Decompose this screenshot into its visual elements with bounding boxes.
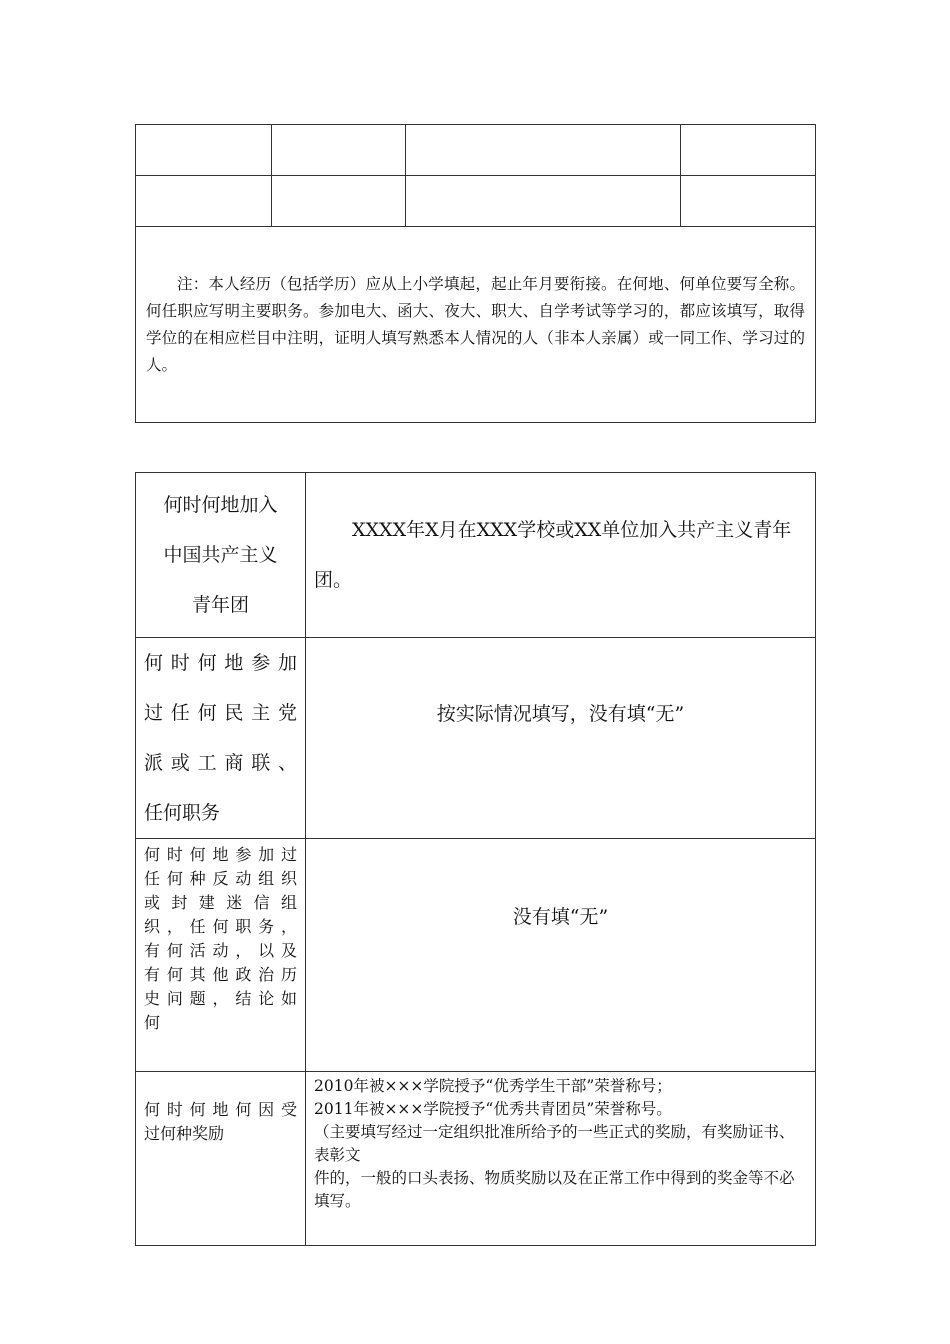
note-row <box>136 227 816 423</box>
youth-league-label <box>136 473 306 638</box>
awards-line: 件的，一般的口头表扬、物质奖励以及在正常工作中得到的奖金等不必填写。 <box>314 1169 795 1210</box>
reactionary-org-value: 没有填“无” <box>306 839 816 1072</box>
label-line: 何时何地加入 <box>163 494 278 516</box>
democratic-party-label <box>136 638 306 839</box>
reactionary-org-label <box>136 839 306 1072</box>
democratic-party-value: 按实际情况填写，没有填“无” <box>306 638 816 839</box>
awards-label <box>136 1072 306 1246</box>
reactionary-org-row <box>136 839 816 1072</box>
label-line: 何 <box>144 1013 161 1032</box>
history-cell <box>681 125 816 176</box>
label-line: 过任何民主党 <box>144 702 297 724</box>
label-line: 史问题，结论如 <box>144 989 297 1008</box>
history-cell <box>406 125 681 176</box>
history-row <box>136 125 816 176</box>
note-text: 注：本人经历（包括学历）应从上小学填起，起止年月要衔接。在何地、何单位要写全称。何任职应写明主要职务。参加电大、函大、夜大、职大、自学考试等学习的，都应该填写，取得学位的在相应栏目中注明，证明人填写熟悉本人情况的人（非本人亲属）或一同工作、学习过的人。 <box>146 274 805 374</box>
history-cell <box>136 125 272 176</box>
label-line: 中国共产主义 <box>163 544 278 566</box>
history-table <box>135 124 816 423</box>
label-line: 何时何地何因受 <box>144 1100 297 1119</box>
label-line: 青年团 <box>191 594 249 616</box>
label-line: 何时何地参加 <box>144 652 297 674</box>
history-cell <box>136 176 272 227</box>
youth-league-row <box>136 473 816 638</box>
history-cell <box>406 176 681 227</box>
awards-value <box>306 1072 816 1246</box>
label-line: 任何种反动组织 <box>144 869 297 888</box>
history-cell <box>272 176 406 227</box>
label-line: 过何种奖励 <box>144 1124 225 1143</box>
label-line: 有何其他政治历 <box>144 965 297 984</box>
label-line: 任何职务 <box>144 802 221 824</box>
democratic-party-row <box>136 638 816 839</box>
political-table <box>135 472 816 1246</box>
awards-row <box>136 1072 816 1246</box>
label-line: 或封建迷信组 <box>144 893 297 912</box>
label-line: 何时何地参加过 <box>144 845 297 864</box>
history-row <box>136 176 816 227</box>
youth-league-value: XXXX年X月在XXX学校或XX单位加入共产主义青年团。 <box>306 473 816 638</box>
history-cell <box>272 125 406 176</box>
awards-line: 2010年被×××学院授予“优秀学生干部”荣誉称号； <box>314 1077 672 1095</box>
label-line: 派或工商联、 <box>144 752 297 774</box>
label-line: 织，任何职务， <box>144 917 297 936</box>
label-line: 有何活动，以及 <box>144 941 297 960</box>
awards-line: （主要填写经过一定组织批准所给予的一些正式的奖励，有奖励证书、表彰文 <box>314 1123 795 1164</box>
history-cell <box>681 176 816 227</box>
note-cell <box>136 227 816 423</box>
awards-line: 2011年被×××学院授予“优秀共青团员”荣誉称号。 <box>314 1100 672 1118</box>
